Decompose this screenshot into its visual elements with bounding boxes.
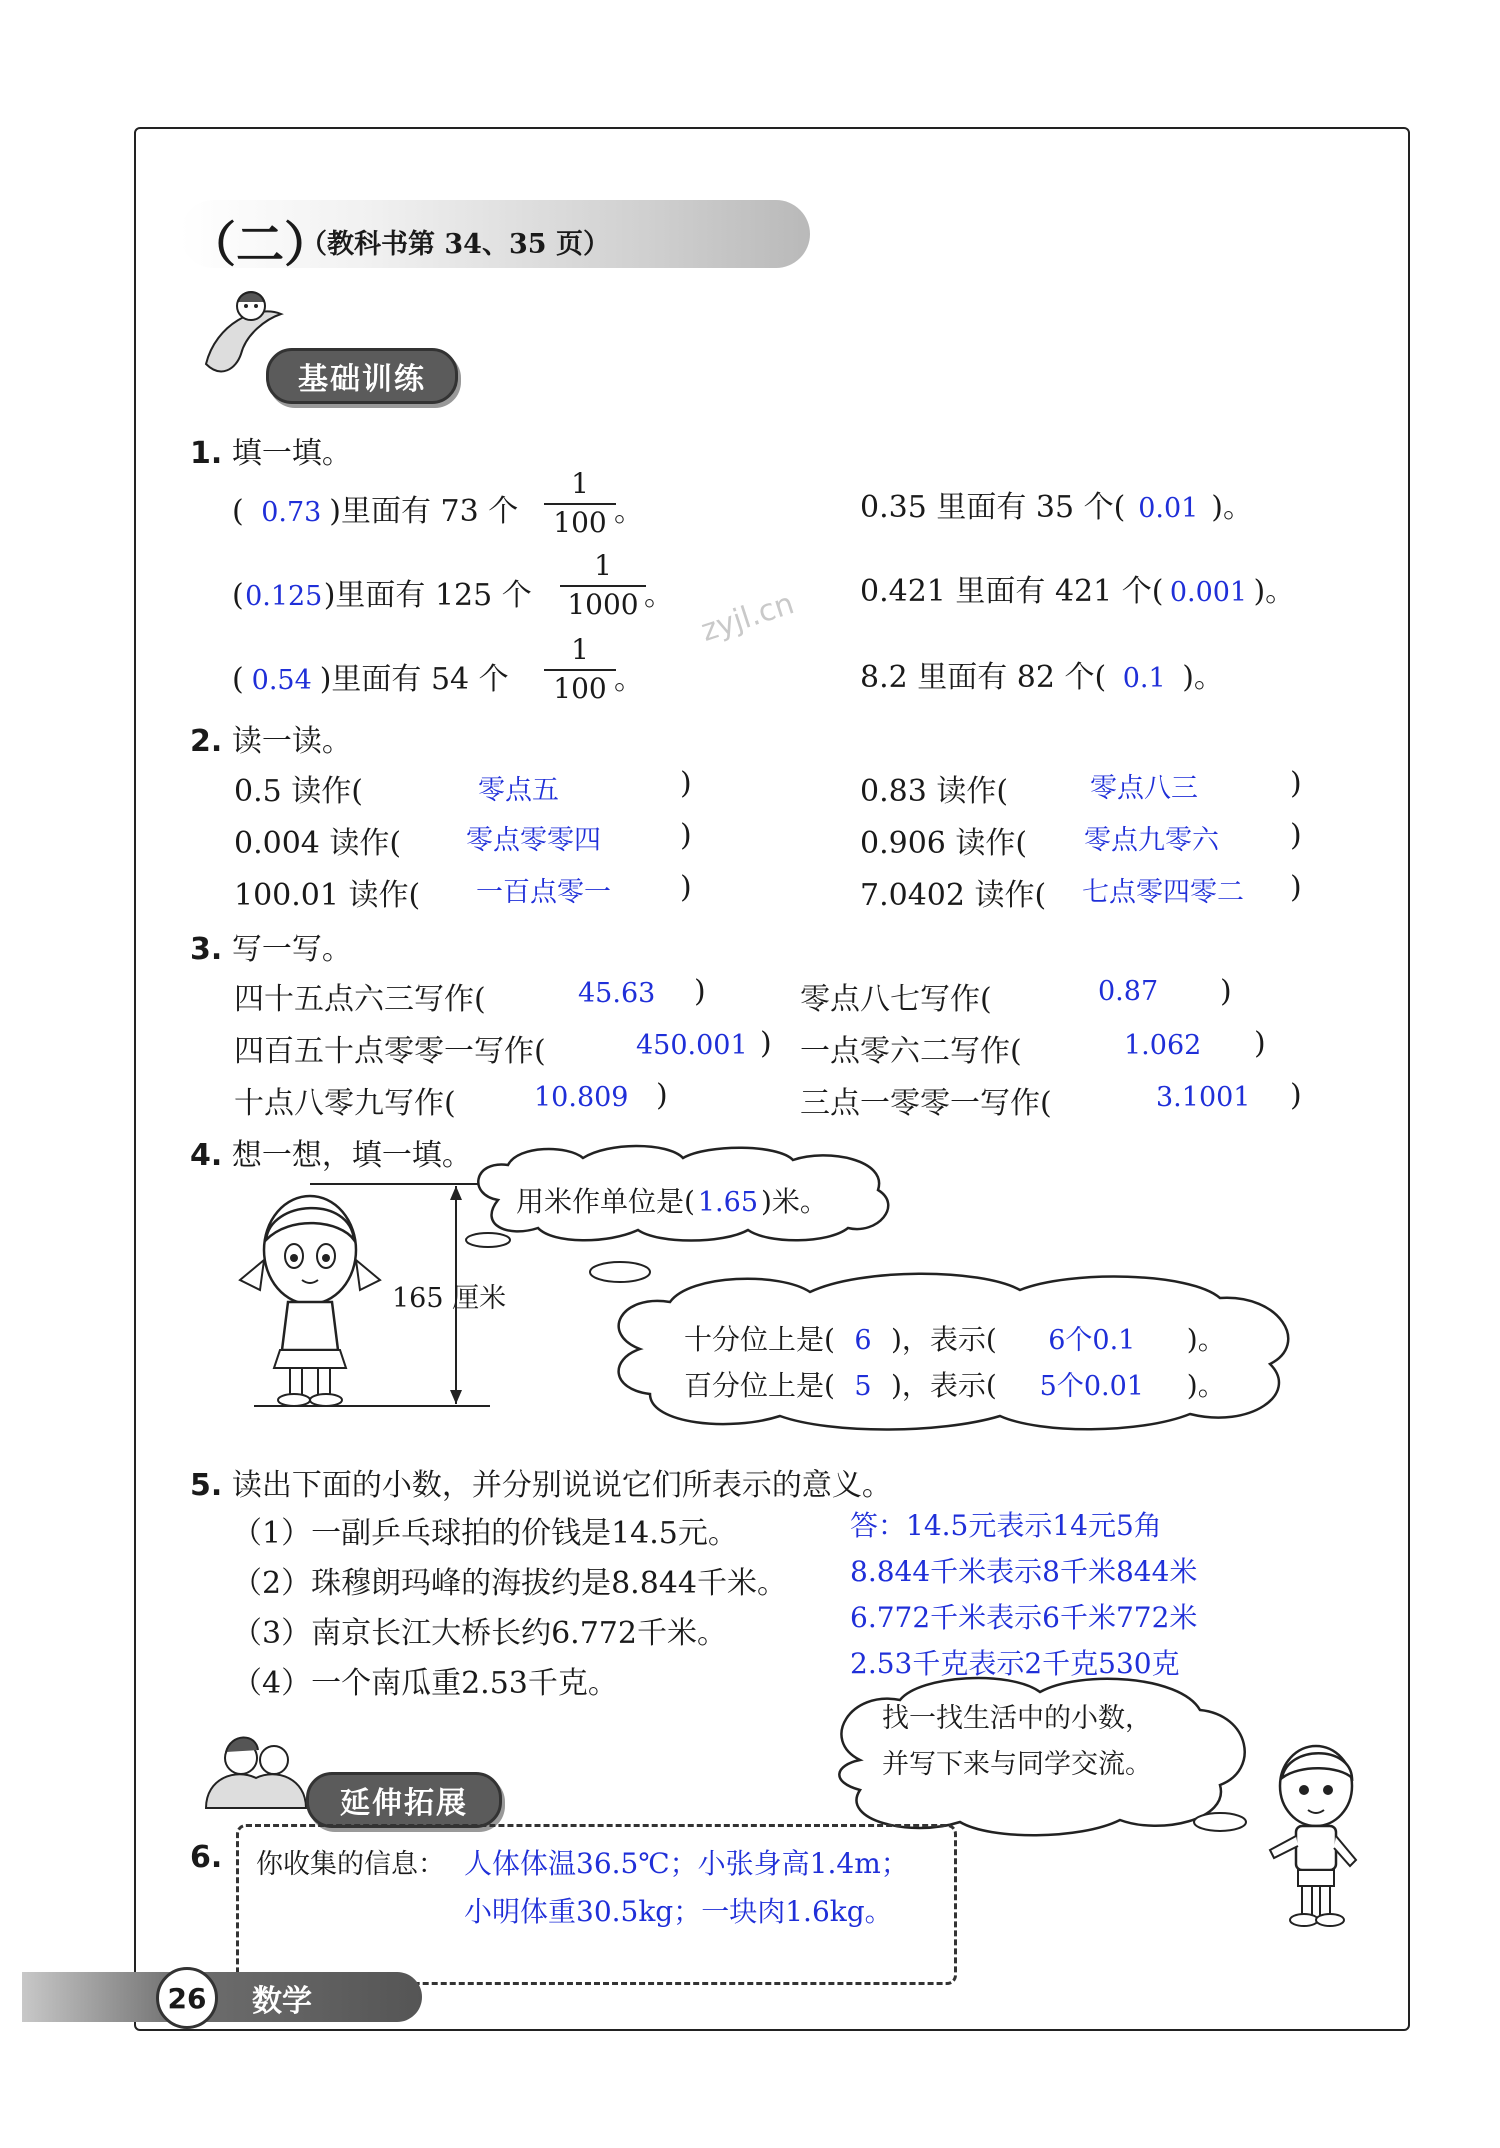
cloud1-text: 用米作单位是( 1.65 )米。	[516, 1185, 828, 1218]
q1-row2-fraction: 1 1000	[560, 552, 646, 619]
tenths-digit-answer: 6	[854, 1325, 872, 1356]
q6-label: 你收集的信息：	[256, 1849, 445, 1880]
q1-row2-answer: 0.125	[245, 581, 323, 612]
cloud2-hundredths: 百分位上是( 5 )，表示( 5个0.01 )。	[684, 1364, 1226, 1404]
q5-answer-3: 6.772千米表示6千米772米	[850, 1601, 1198, 1634]
q2-row3-left: 100.01 读作(	[234, 878, 421, 913]
section-title: （二）	[188, 217, 333, 273]
q4-title: 4. 想一想，填一填。	[190, 1138, 472, 1173]
q1-row3-answer: 0.54	[251, 665, 312, 696]
q1-row1-right-answer: 0.01	[1138, 493, 1199, 524]
q1-title	[190, 428, 352, 472]
q2-row1-left: 0.5 读作(	[234, 774, 363, 809]
q3-row3-right-answer: 3.1001	[1156, 1082, 1251, 1113]
q5-item-2: （2）珠穆朗玛峰的海拔约是8.844千米。	[232, 1566, 787, 1601]
q1-row2-right-answer: 0.001	[1169, 577, 1248, 608]
q6-answer-line1: 人体体温36.5℃；小张身高1.4m；	[464, 1847, 909, 1880]
q1-title-text: 填一填。	[231, 436, 352, 471]
section-subtitle: （教科书第 34、35 页）	[300, 229, 610, 260]
q5-item-3: （3）南京长江大桥长约6.772千米。	[232, 1616, 727, 1651]
q1-row3-right: 8.2 里面有 82 个( 0.1 )。	[860, 660, 1224, 695]
q1-row2-right: 0.421 里面有 421 个( 0.001 )。	[860, 574, 1296, 609]
q3-row2-right-answer: 1.062	[1124, 1030, 1202, 1061]
q2-row3-left-answer: 一百点零一	[476, 877, 611, 908]
q1-row2-left: (0.125)里面有 125 个	[232, 578, 532, 613]
q1-row1-fraction: 1 100	[544, 470, 616, 537]
q1-row1-right: 0.35 里面有 35 个( 0.01 )。	[860, 490, 1254, 525]
q3-row2-left-answer: 450.001	[636, 1030, 748, 1061]
kids-mascot-icon	[196, 1718, 316, 1818]
tenths-meaning-answer: 6个0.1	[1048, 1325, 1136, 1356]
q3-row1-right-answer: 0.87	[1098, 976, 1159, 1007]
q1-row1-left: ( 0.73 )里面有 73 个	[232, 494, 519, 529]
boy-illustration-icon	[1260, 1740, 1370, 1930]
q5-item-1: （1）一副乒乓球拍的价钱是14.5元。	[232, 1516, 738, 1551]
q3-row1-left-answer: 45.63	[578, 978, 656, 1009]
q2-row3-right-answer: 七点零四零二	[1082, 877, 1244, 908]
q1-row1-answer: 0.73	[261, 497, 322, 528]
q2-row2-right-answer: 零点九零六	[1084, 825, 1219, 856]
q2-row3-right: 7.0402 读作(	[860, 878, 1047, 913]
q1-row3-fraction: 1 100	[544, 636, 616, 703]
cloud2-tenths: 十分位上是( 6 )，表示( 6个0.1 )。	[684, 1318, 1226, 1358]
q2-title: 2. 读一读。	[190, 724, 352, 759]
q3-row3-left-answer: 10.809	[534, 1082, 629, 1113]
q2-row2-left: 0.004 读作(	[234, 826, 402, 861]
q2-row1-left-answer: 零点五	[478, 775, 559, 806]
watermark: zyjl.cn	[696, 586, 799, 649]
q5-answer-4: 2.53千克表示2千克530克	[850, 1647, 1180, 1680]
q1-number: 1.	[190, 436, 223, 471]
basic-training-label: 基础训练	[266, 348, 458, 404]
q5-item-4: （4）一个南瓜重2.53千克。	[232, 1666, 618, 1701]
q2-row1-right: 0.83 读作(	[860, 774, 1009, 809]
cloud1-answer: 1.65	[697, 1187, 758, 1218]
q5-answer-1: 答：14.5元表示14元5角	[850, 1509, 1162, 1542]
cloud3-line1: 找一找生活中的小数，	[882, 1703, 1152, 1734]
q2-row1-right-answer: 零点八三	[1090, 773, 1198, 804]
q6-number: 6.	[190, 1840, 223, 1875]
cloud3-line2: 并写下来与同学交流。	[882, 1749, 1152, 1780]
q5-title: 5. 读出下面的小数，并分别说说它们所表示的意义。	[190, 1468, 892, 1503]
subject-label: 数学	[252, 1984, 312, 2019]
footer-bar	[22, 1972, 422, 2022]
q1-row3-right-answer: 0.1	[1122, 663, 1166, 694]
hundredths-meaning-answer: 5个0.01	[1039, 1371, 1144, 1402]
extend-label: 延伸拓展	[306, 1772, 502, 1828]
q2-row2-right: 0.906 读作(	[860, 826, 1028, 861]
q3-title: 3. 写一写。	[190, 932, 352, 967]
page-number: 26	[156, 1967, 218, 2029]
hundredths-digit-answer: 5	[854, 1371, 872, 1402]
q6-answer-line2: 小明体重30.5kg；一块肉1.6kg。	[464, 1895, 893, 1928]
q1-row3-left: ( 0.54 )里面有 54 个	[232, 662, 509, 697]
q5-answer-2: 8.844千米表示8千米844米	[850, 1555, 1198, 1588]
q2-row2-left-answer: 零点零零四	[466, 825, 601, 856]
height-label: 165 厘米	[392, 1283, 507, 1314]
